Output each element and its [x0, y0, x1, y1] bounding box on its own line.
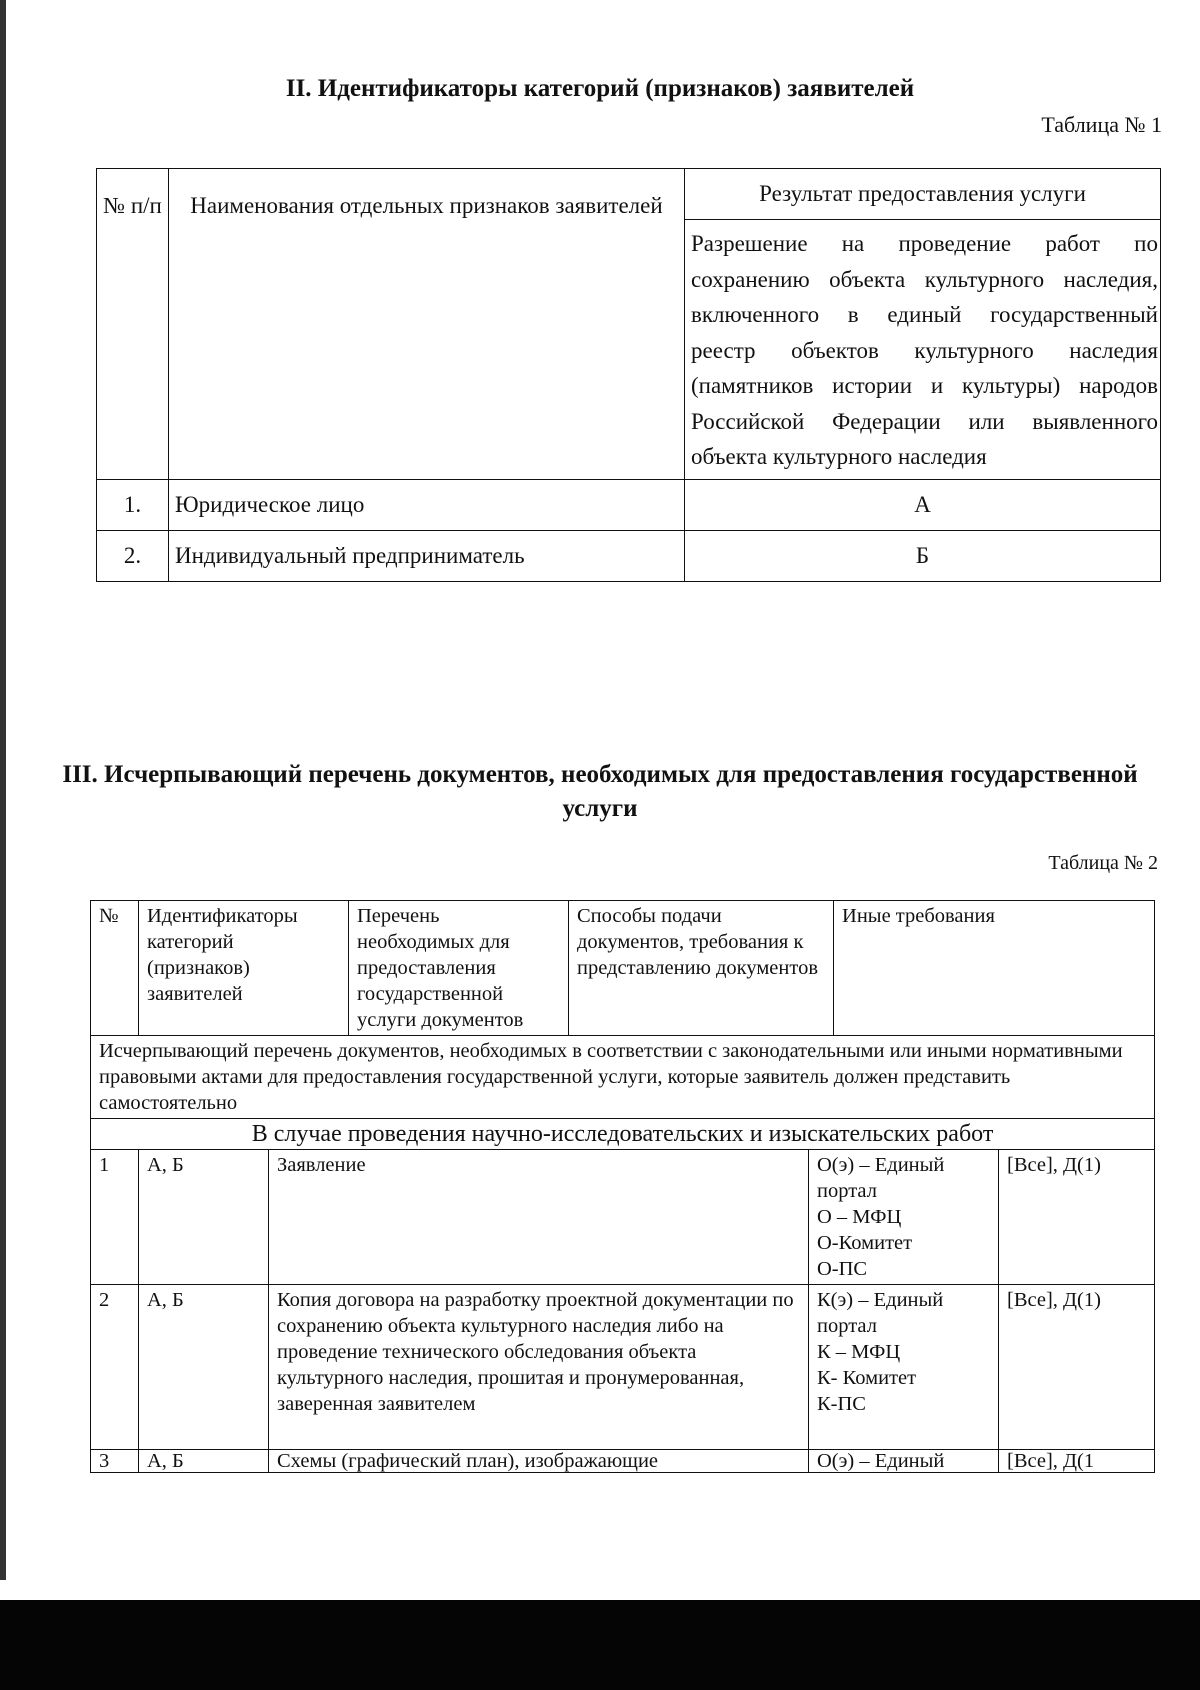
- header-other: Иные требования: [834, 901, 1155, 1036]
- row-methods: [809, 1285, 999, 1450]
- header-methods: Способы подачи документов, требования к представлению документов: [569, 901, 834, 1036]
- method: О(э) – Единый портал: [817, 1154, 945, 1202]
- table-row: [91, 1285, 1155, 1450]
- method: К-ПС: [817, 1393, 866, 1415]
- row-methods: [809, 1450, 999, 1473]
- row-other: [Все], Д(1): [999, 1150, 1155, 1285]
- row-num: 2: [91, 1285, 139, 1450]
- row-other: [Все], Д(1): [999, 1285, 1155, 1450]
- documents-table: [90, 900, 1155, 1473]
- method: К – МФЦ: [817, 1341, 901, 1363]
- row-ids: А, Б: [139, 1285, 269, 1450]
- section-3-title: III. Исчерпывающий перечень документов, необходимых для предоставления государственной услуги: [62, 761, 1138, 822]
- table-row: [97, 479, 1161, 530]
- row-other: [Все], Д(1: [999, 1450, 1155, 1473]
- row-name: Индивидуальный предприниматель: [169, 530, 685, 581]
- method: О-Комитет: [817, 1232, 913, 1254]
- row-id: А: [685, 479, 1161, 530]
- row-num: 1.: [97, 479, 169, 530]
- scan-bottom-border: [0, 1600, 1200, 1690]
- row-num: 1: [91, 1150, 139, 1285]
- table-row: [91, 1450, 1155, 1473]
- header-ids: Идентификаторы категорий (признаков) заявителей: [139, 901, 349, 1036]
- method: К(э) – Единый портал: [817, 1289, 944, 1337]
- header-name: Наименования отдельных признаков заявителей: [169, 169, 685, 480]
- row-doc: Копия договора на разработку проектной документации по сохранению объекта культурного наследия либо на проведение технического обследования объекта культурного наследия, прошитая и пронумерованная, заверенная заявителем: [269, 1285, 809, 1450]
- row-id: Б: [685, 530, 1161, 581]
- span-text: Исчерпывающий перечень документов, необходимых в соответствии с законодательными или иными нормативными правовыми актами для предоставления государственной услуги, которые заявитель должен представить самостоятельно: [91, 1036, 1155, 1119]
- table-row: [91, 1150, 1155, 1285]
- row-doc: Заявление: [269, 1150, 809, 1285]
- method: К- Комитет: [817, 1367, 917, 1389]
- header-result: Результат предоставления услуги: [685, 169, 1161, 220]
- header-docs: Перечень необходимых для предоставления государственной услуги документов: [349, 901, 569, 1036]
- subheading: В случае проведения научно-исследовательских и изыскательских работ: [91, 1119, 1155, 1150]
- row-ids: А, Б: [139, 1150, 269, 1285]
- row-ids: А, Б: [139, 1450, 269, 1473]
- applicant-categories-table: [96, 168, 1161, 582]
- table-2-label: Таблица № 2: [1048, 852, 1158, 874]
- method: О-ПС: [817, 1258, 868, 1280]
- row-doc: Схемы (графический план), изображающие: [269, 1450, 809, 1473]
- result-value: Разрешение на проведение работ по сохранению объекта культурного наследия, включенного в единый государственный реестр объектов культурного наследия (памятников истории и культуры) народов Российской Федерации или выявленного объекта культурного наследия: [685, 220, 1161, 480]
- method: О – МФЦ: [817, 1206, 902, 1228]
- row-num: 2.: [97, 530, 169, 581]
- row-name: Юридическое лицо: [169, 479, 685, 530]
- row-num: 3: [91, 1450, 139, 1473]
- header-num: №: [91, 901, 139, 1036]
- row-methods: [809, 1150, 999, 1285]
- section-2-title: II. Идентификаторы категорий (признаков) заявителей: [285, 75, 915, 102]
- table-1-label: Таблица № 1: [1041, 112, 1162, 137]
- method: О(э) – Единый: [817, 1450, 945, 1472]
- header-num: № п/п: [97, 169, 169, 480]
- table-row: [97, 530, 1161, 581]
